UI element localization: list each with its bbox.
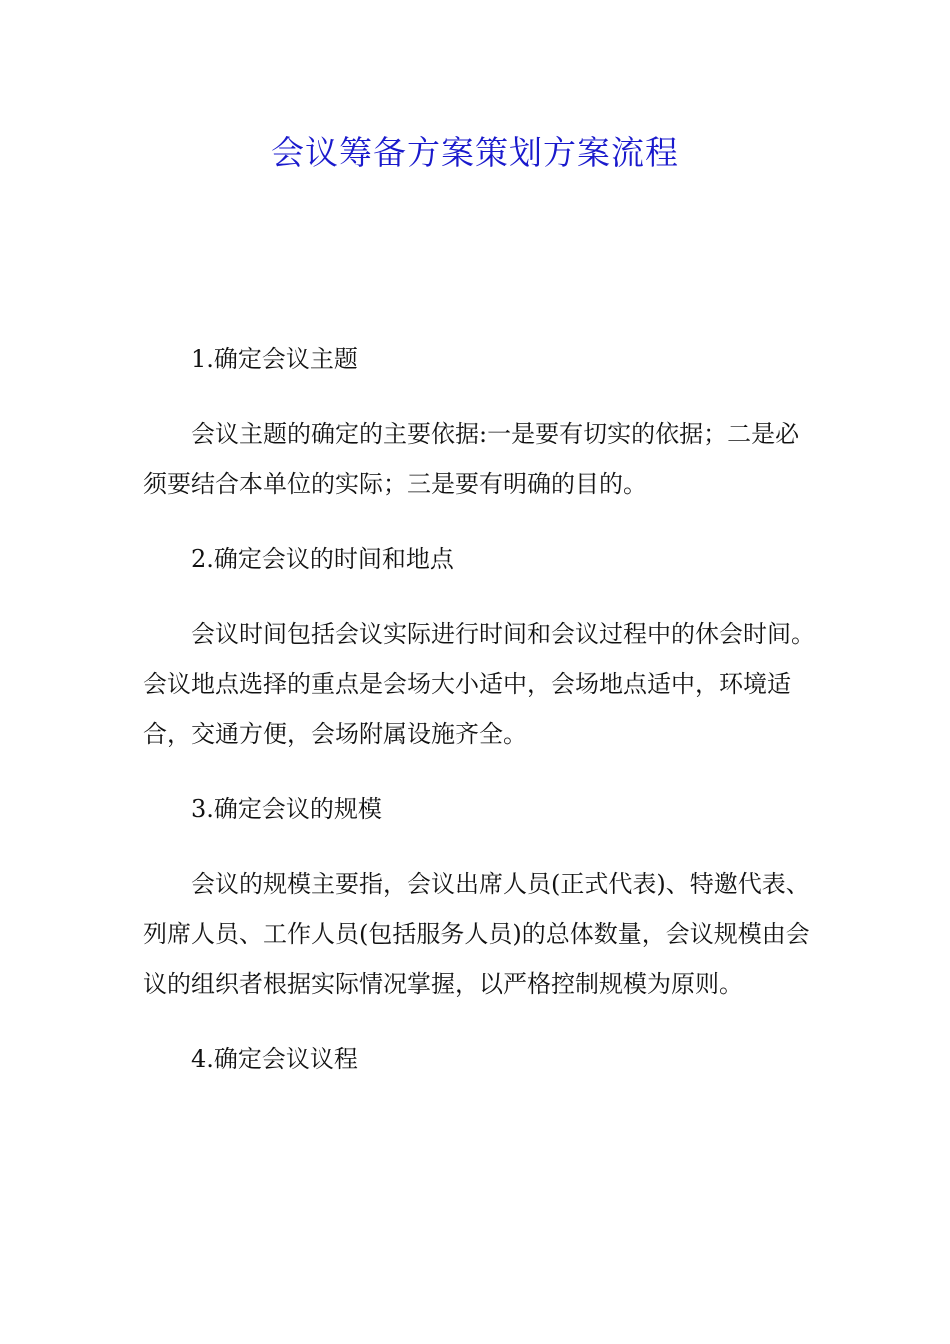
section-heading-4: 4.确定会议议程 xyxy=(191,1045,358,1073)
document-title: 会议筹备方案策划方案流程 xyxy=(271,133,679,172)
document-body xyxy=(143,334,823,1109)
section-paragraph-2: 会议时间包括会议实际进行时间和会议过程中的休会时间。会议地点选择的重点是会场大小适中，会场地点适中，环境适合，交通方便，会场附属设施齐全。 xyxy=(143,620,815,748)
section-heading-2: 2.确定会议的时间和地点 xyxy=(191,545,454,573)
section-paragraph-3: 会议的规模主要指，会议出席人员(正式代表)、特邀代表、列席人员、工作人员(包括服务人员)的总体数量，会议规模由会议的组织者根据实际情况掌握，以严格控制规模为原则。 xyxy=(143,870,810,998)
section-heading-3: 3.确定会议的规模 xyxy=(191,795,382,823)
section-heading-1: 1.确定会议主题 xyxy=(191,345,358,373)
section-paragraph-1: 会议主题的确定的主要依据:一是要有切实的依据；二是必须要结合本单位的实际；三是要有明确的目的。 xyxy=(143,420,800,498)
